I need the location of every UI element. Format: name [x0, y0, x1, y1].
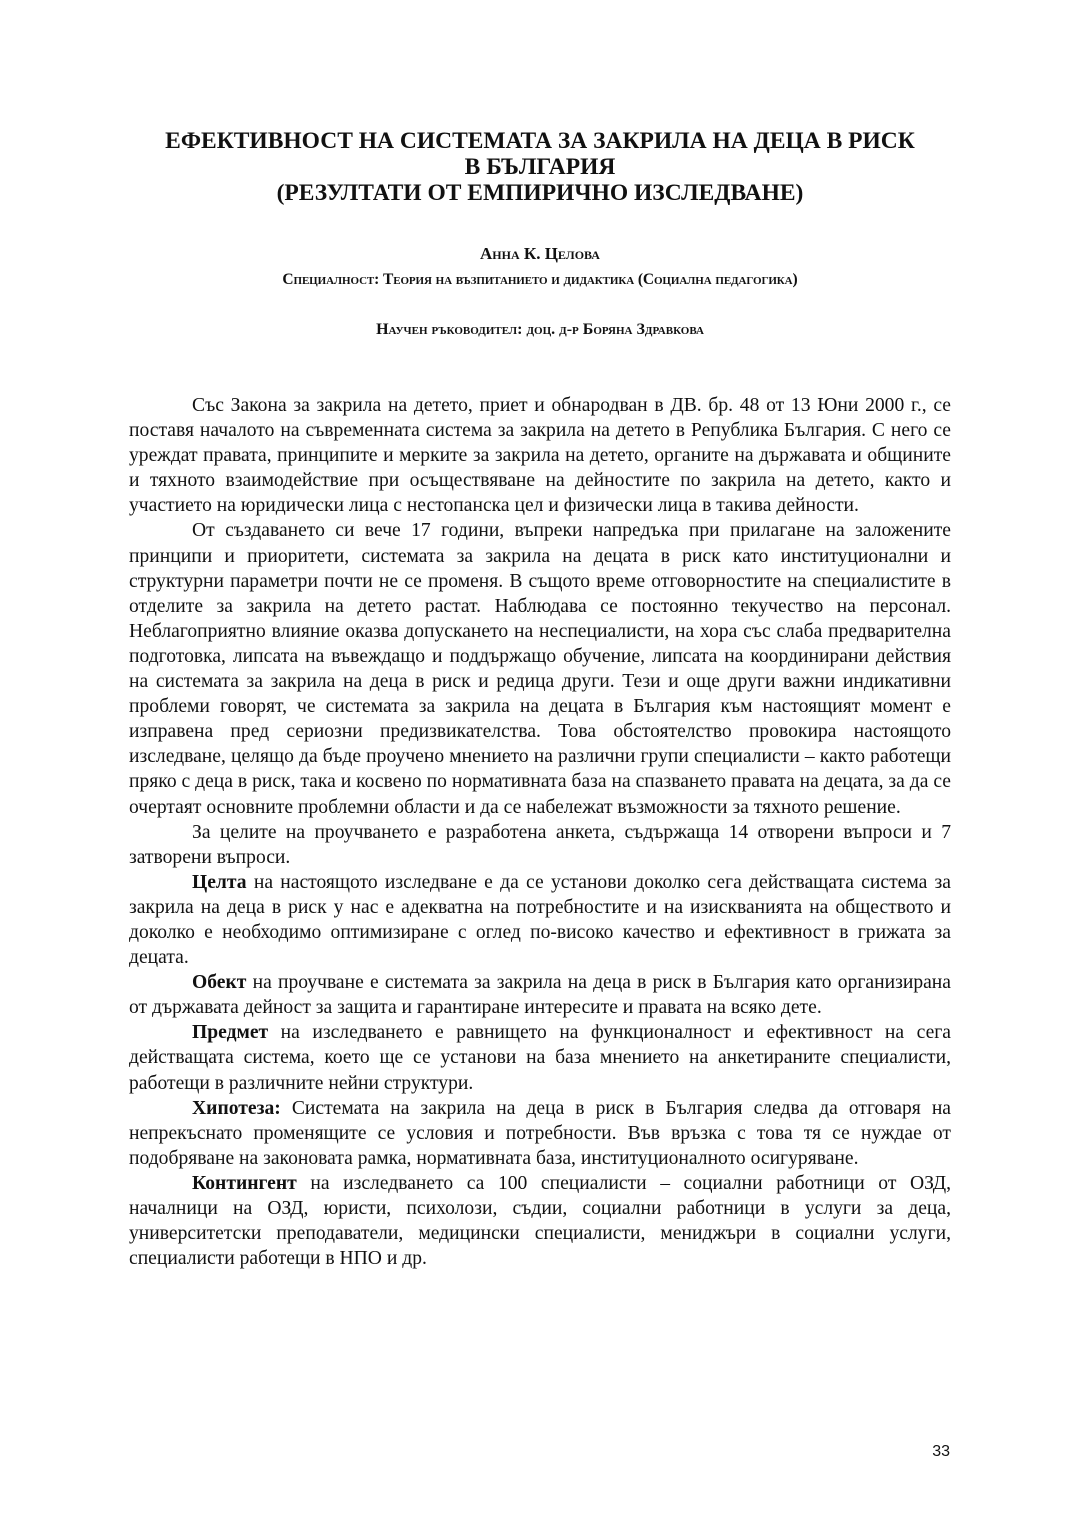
page-number: 33: [932, 1443, 950, 1460]
author-specialty: Специалност: Теория на възпитанието и дидактика (Социална педагогика): [282, 271, 798, 288]
article-title: [100, 128, 980, 206]
contingent-label: Контингент: [192, 1172, 297, 1194]
paragraph-object: [129, 970, 951, 1020]
paragraph-aim: [129, 870, 951, 970]
aim-label: Целта: [192, 871, 247, 893]
title-line-3: (РЕЗУЛТАТИ ОТ ЕМПИРИЧНО ИЗСЛЕДВАНЕ): [276, 180, 804, 206]
object-label: Обект: [192, 972, 247, 994]
aim-text: на настоящото изследване е да се установи доколко сега действащата система за закрила на деца в риск у нас е адекватна на потребностите и на изискванията на обществото и доколко е необходимо оптимизиране с оглед по-високо качество и ефективност в грижата за децата.: [129, 871, 951, 969]
title-line-2: В БЪЛГАРИЯ: [464, 154, 616, 180]
paragraph-survey: За целите на проучването е разработена анкета, съдържаща 14 отворени въпроси и 7 затворени въпроси.: [129, 821, 951, 868]
paragraph-introduction: Със Закона за закрила на детето, приет и обнародван в ДВ. бр. 48 от 13 Юни 2000 г., се поставя началото на съвременната система за закрила на детето в Република България. С него се уреждат правата, принципите и мерките за закрила на детето, органите на държавата и общините и тяхното взаимодействие при осъществяване на дейностите по закрила на детето, както и участието на юридически лица с нестопанска цел и физически лица в такива дейности.: [129, 395, 951, 517]
author-name: Анна К. Целова: [480, 244, 600, 263]
scientific-supervisor: Научен ръководител: доц. д-р Боряна Здравкова: [376, 321, 704, 338]
object-text: на проучване е системата за закрила на деца в риск в България като организирана от държавата дейност за защита и гарантиране интересите и правата на всяко дете.: [129, 972, 951, 1019]
paragraph-contingent: [129, 1171, 951, 1271]
subject-label: Предмет: [192, 1022, 269, 1044]
paragraph-hypothesis: [129, 1096, 951, 1171]
title-line-1: ЕФЕКТИВНОСТ НА СИСТЕМАТА ЗА ЗАКРИЛА НА ДЕЦА В РИСК: [165, 128, 915, 154]
contingent-text: на изследването са 100 специалисти – социални работници от ОЗД, началници на ОЗД, юристи, психолози, съдии, социални работници в услуги за деца, университетски преподаватели, медицински специалисти, мениджъри в социални услуги, специалисти работещи в НПО и др.: [129, 1172, 951, 1270]
subject-text: на изследването е равнището на функционалност и ефективност на сега действащата система, което ще се установи на база мнението на анкетираните специалисти, работещи в различните нейни структури.: [129, 1022, 951, 1094]
paragraph-problem: От създаването си вече 17 години, въпреки напредъка при прилагане на заложените принципи и приоритети, системата за закрила на децата в риск като институционални и структурни параметри почти не се променя. В същото време отговорностите на специалистите в отделите за закрила на детето растат. Наблюдава се постоянно текучество на персонал. Неблагоприятно влияние оказва допускането на неспециалисти, на хора със слаба предварителна подготовка, липсата на въвеждащо и поддържащо обучение, липсата на координирани действия на системата за закрила на деца в риск и редица други. Тези и още други важни индикативни проблеми говорят, че системата за закрила на децата в България към настоящият момент е изправена пред сериозни предизвикателства. Това обстоятелство провокира настоящото изследване, целящо да бъде проучено мнението на различни групи специалисти – както работещи пряко с деца в риск, така и косвено по нормативната база на спазването правата на децата, за да се очертаят основните проблемни области и да се набележат възможности за тяхното решение.: [129, 520, 951, 818]
hypothesis-text: Системата на закрила на деца в риск в България следва да отговаря на непрекъснато променящите се условия и потребности. Във връзка с това тя се нуждае от подобряване на законовата рамка, нормативната база, институционалното осигуряване.: [129, 1097, 951, 1169]
hypothesis-label: Хипотеза:: [192, 1097, 281, 1119]
article-body: [129, 393, 951, 1271]
paragraph-subject: [129, 1020, 951, 1095]
